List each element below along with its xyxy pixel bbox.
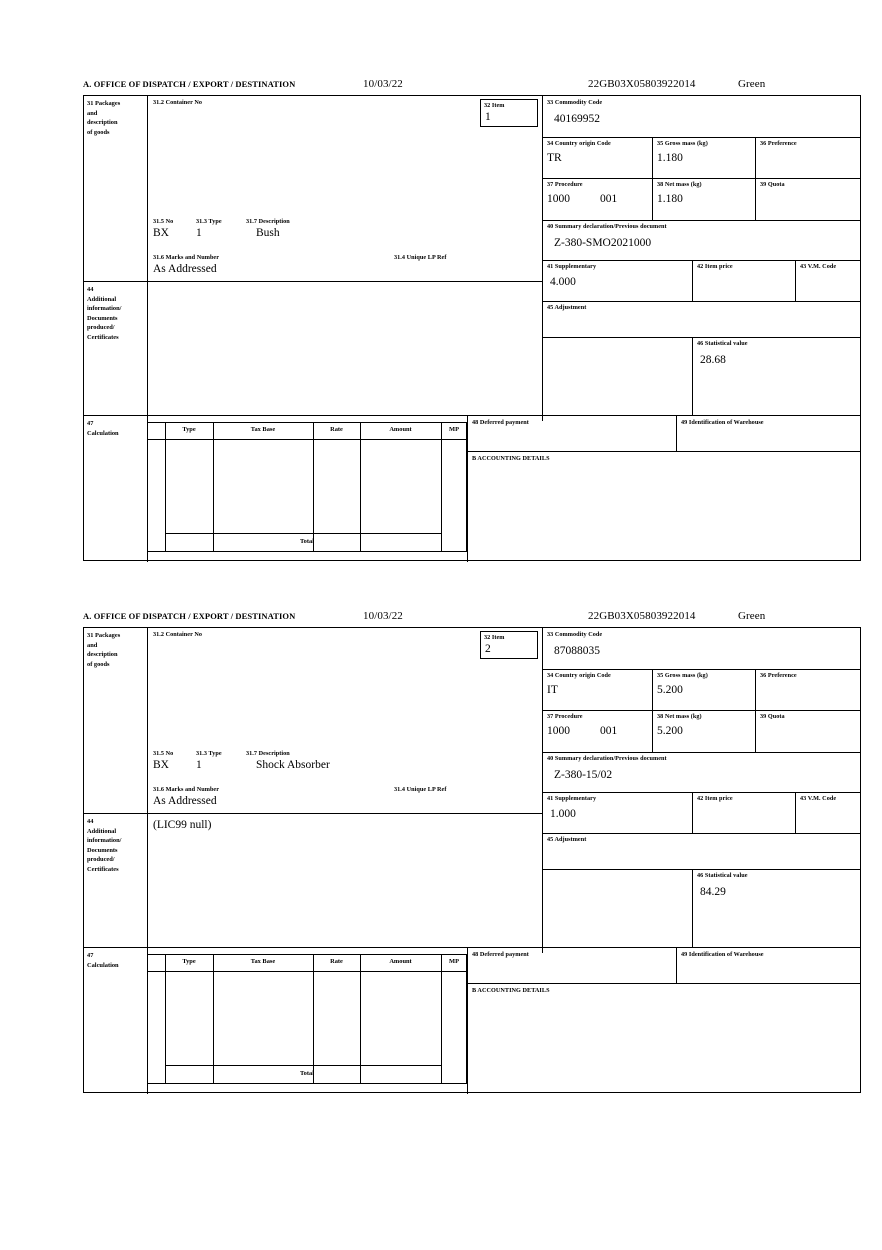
accounting-details-label: B ACCOUNTING DETAILS [472, 987, 550, 994]
marks-and-number-value: As Addressed [153, 795, 217, 807]
calc-col-divider-4 [441, 422, 442, 552]
calc-total-label: Total [300, 538, 314, 545]
supplementary-value: 1.000 [550, 808, 576, 820]
package-type-label: 31.3 Type [196, 750, 222, 757]
net-mass-label: 38 Net mass (kg) [657, 713, 702, 720]
divider-34-37 [542, 178, 860, 179]
movement-reference-number: 22GB03X05803922014 [588, 610, 696, 622]
divider-48-b [467, 451, 860, 452]
customs-declaration-form-1 [83, 78, 861, 561]
container-no-label: 31.2 Container No [153, 99, 203, 106]
gross-mass-label: 35 Gross mass (kg) [657, 672, 708, 679]
statistical-value-value: 84.29 [700, 886, 726, 898]
preference-label: 36 Preference [760, 672, 797, 679]
unique-lp-ref-label: 31.4 Unique LP Ref [394, 786, 447, 793]
calc-col-divider-4 [441, 954, 442, 1084]
deferred-payment-label: 48 Deferred payment [472, 419, 529, 426]
item-number-box [480, 631, 538, 659]
movement-reference-number: 22GB03X05803922014 [588, 78, 696, 90]
item-label: 32 Item [484, 634, 505, 641]
divider-37-40 [542, 220, 860, 221]
divider-48-49 [676, 415, 677, 451]
lane-status: Green [738, 78, 766, 90]
divider-42-43 [795, 260, 796, 301]
item-price-label: 42 Item price [697, 263, 733, 270]
gross-mass-label: 35 Gross mass (kg) [657, 140, 708, 147]
statistical-value-label: 46 Statistical value [697, 340, 748, 347]
vm-code-label: 43 V.M. Code [800, 263, 837, 270]
box-44-label: 44 Additional information/ Documents produced/ Certificates [87, 818, 122, 873]
deferred-payment-label: 48 Deferred payment [472, 951, 529, 958]
calculation-table [147, 954, 467, 1084]
divider-46-left [692, 869, 693, 947]
supplementary-label: 41 Supplementary [547, 263, 597, 270]
procedure-value-2: 001 [600, 193, 618, 205]
procedure-label: 37 Procedure [547, 713, 583, 720]
preference-label: 36 Preference [760, 140, 797, 147]
package-description-label: 31.7 Description [246, 218, 290, 225]
box-47-label: 47 Calculation [87, 952, 119, 969]
divider-41-45 [542, 301, 860, 302]
commodity-code-value: 87088035 [554, 645, 600, 657]
container-no-label: 31.2 Container No [153, 631, 203, 638]
divider-33-34 [542, 669, 860, 670]
box-31-label: 31 Packages and description of goods [87, 632, 121, 668]
divider-40-41 [542, 260, 860, 261]
divider-48-b [467, 983, 860, 984]
item-price-label: 42 Item price [697, 795, 733, 802]
divider-42-43 [795, 792, 796, 833]
box-44-label: 44 Additional information/ Documents produced/ Certificates [87, 286, 122, 341]
office-of-dispatch-label: A. OFFICE OF DISPATCH / EXPORT / DESTINATION [83, 611, 296, 621]
identification-warehouse-label: 49 Identification of Warehouse [681, 419, 764, 426]
marks-and-number-value: As Addressed [153, 263, 217, 275]
summary-declaration-value: Z-380-15/02 [554, 769, 613, 781]
package-type-value: 1 [196, 759, 202, 771]
package-no-label: 31.5 No [153, 750, 174, 757]
quota-label: 39 Quota [760, 713, 785, 720]
package-no-label: 31.5 No [153, 218, 174, 225]
net-mass-label: 38 Net mass (kg) [657, 181, 702, 188]
divider-41-45 [542, 833, 860, 834]
identification-warehouse-label: 49 Identification of Warehouse [681, 951, 764, 958]
vm-code-label: 43 V.M. Code [800, 795, 837, 802]
procedure-value-1: 1000 [547, 725, 570, 737]
marks-and-number-label: 31.6 Marks and Number [153, 254, 220, 261]
divider-calc-right [467, 947, 468, 1094]
divider-40-41 [542, 792, 860, 793]
statistical-value-label: 46 Statistical value [697, 872, 748, 879]
calc-header-divider [147, 439, 467, 440]
divider-dotted-46 [542, 337, 543, 415]
country-origin-value: TR [547, 152, 562, 164]
country-origin-value: IT [547, 684, 558, 696]
divider-calc-right [467, 415, 468, 562]
package-type-value: 1 [196, 227, 202, 239]
calc-header-mp: MP [449, 958, 459, 965]
divider-above-calculation [84, 947, 860, 948]
calc-header-amount: Amount [389, 958, 412, 965]
calc-total-label: Total [300, 1070, 314, 1077]
additional-information-value: (LIC99 null) [153, 819, 212, 831]
calc-header-mp: MP [449, 426, 459, 433]
divider-45-46 [542, 337, 860, 338]
summary-declaration-label: 40 Summary declaration/Previous document [547, 223, 667, 230]
divider-dotted-46 [542, 869, 543, 947]
box-31-label: 31 Packages and description of goods [87, 100, 121, 136]
box-47-label: 47 Calculation [87, 420, 119, 437]
calc-header-amount: Amount [389, 426, 412, 433]
supplementary-label: 41 Supplementary [547, 795, 597, 802]
calc-header-tax-base: Tax Base [250, 426, 276, 433]
unique-lp-ref-label: 31.4 Unique LP Ref [394, 254, 447, 261]
calc-header-tax-base: Tax Base [250, 958, 276, 965]
package-description-label: 31.7 Description [246, 750, 290, 757]
divider-34-37 [542, 710, 860, 711]
divider-33-34 [542, 137, 860, 138]
item-number-value: 1 [485, 111, 491, 123]
marks-and-number-label: 31.6 Marks and Number [153, 786, 220, 793]
office-of-dispatch-label: A. OFFICE OF DISPATCH / EXPORT / DESTINATION [83, 79, 296, 89]
form-header-2 [83, 610, 861, 627]
calc-total-divider [165, 1065, 441, 1066]
customs-declaration-form-2 [83, 610, 861, 1093]
commodity-code-label: 33 Commodity Code [547, 99, 603, 106]
declaration-date: 10/03/22 [363, 78, 403, 90]
gross-mass-value: 1.180 [657, 152, 683, 164]
adjustment-label: 45 Adjustment [547, 304, 587, 311]
procedure-value-2: 001 [600, 725, 618, 737]
summary-declaration-label: 40 Summary declaration/Previous document [547, 755, 667, 762]
accounting-details-label: B ACCOUNTING DETAILS [472, 455, 550, 462]
package-no-value: BX [153, 759, 169, 771]
divider-goods-bottom [84, 813, 543, 814]
country-origin-label: 34 Country origin Code [547, 672, 611, 679]
procedure-label: 37 Procedure [547, 181, 583, 188]
divider-41-42 [692, 792, 693, 833]
package-description-value: Shock Absorber [256, 759, 330, 771]
statistical-value-value: 28.68 [700, 354, 726, 366]
divider-goods-bottom [84, 281, 543, 282]
calc-header-type: Type [182, 426, 196, 433]
divider-46-left [692, 337, 693, 415]
form-header-1 [83, 78, 861, 95]
net-mass-value: 1.180 [657, 193, 683, 205]
package-type-label: 31.3 Type [196, 218, 222, 225]
commodity-code-value: 40169952 [554, 113, 600, 125]
divider-41-42 [692, 260, 693, 301]
commodity-code-label: 33 Commodity Code [547, 631, 603, 638]
declaration-grid-1 [83, 95, 861, 561]
calc-header-rate: Rate [330, 426, 343, 433]
calc-total-divider [165, 533, 441, 534]
package-no-value: BX [153, 227, 169, 239]
item-label: 32 Item [484, 102, 505, 109]
country-origin-label: 34 Country origin Code [547, 140, 611, 147]
calc-header-rate: Rate [330, 958, 343, 965]
lane-status: Green [738, 610, 766, 622]
calc-header-type: Type [182, 958, 196, 965]
package-description-value: Bush [256, 227, 280, 239]
calculation-table [147, 422, 467, 552]
quota-label: 39 Quota [760, 181, 785, 188]
declaration-grid-2 [83, 627, 861, 1093]
divider-above-calculation [84, 415, 860, 416]
divider-37-40 [542, 752, 860, 753]
procedure-value-1: 1000 [547, 193, 570, 205]
net-mass-value: 5.200 [657, 725, 683, 737]
calc-header-divider [147, 971, 467, 972]
item-number-box [480, 99, 538, 127]
adjustment-label: 45 Adjustment [547, 836, 587, 843]
supplementary-value: 4.000 [550, 276, 576, 288]
summary-declaration-value: Z-380-SMO2021000 [554, 237, 652, 249]
declaration-date: 10/03/22 [363, 610, 403, 622]
divider-45-46 [542, 869, 860, 870]
item-number-value: 2 [485, 643, 491, 655]
divider-48-49 [676, 947, 677, 983]
gross-mass-value: 5.200 [657, 684, 683, 696]
